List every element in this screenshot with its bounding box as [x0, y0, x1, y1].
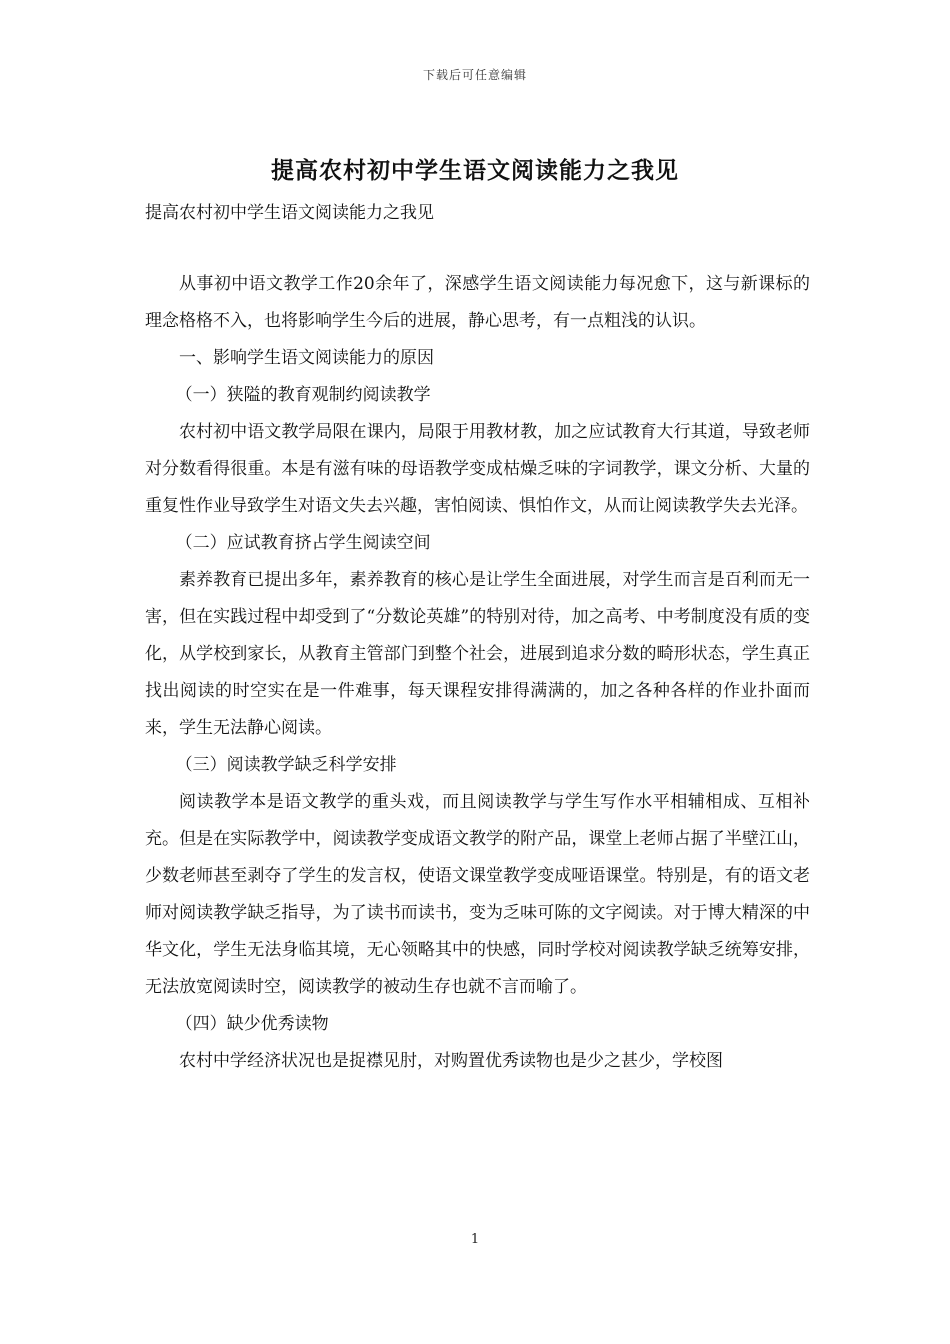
page-header-note: 下载后可任意编辑: [422, 68, 527, 82]
body-paragraph: 农村初中语文教学局限在课内，局限于用教材教，加之应试教育大行其道，导致老师对分数看得很重。本是有滋有味的母语教学变成枯燥乏味的字词教学，课文分析、大量的重复性作业导致学生对语文失去兴趣，害怕阅读、惧怕作文，从而让阅读教学失去光泽。: [145, 422, 810, 516]
document-subtitle: 提高农村初中学生语文阅读能力之我见: [145, 203, 434, 223]
page-number: 1: [470, 1232, 480, 1247]
document-body: [145, 266, 810, 1080]
body-paragraph: 阅读教学本是语文教学的重头戏，而且阅读教学与学生写作水平相辅相成、互相补充。但是在实际教学中，阅读教学变成语文教学的附产品，课堂上老师占据了半壁江山，少数老师甚至剥夺了学生的发言权，使语文课堂教学变成哑语课堂。特别是，有的语文老师对阅读教学缺乏指导，为了读书而读书，变为乏味可陈的文字阅读。对于博大精深的中华文化，学生无法身临其境，无心领略其中的快感，同时学校对阅读教学缺乏统筹安排，无法放宽阅读时空，阅读教学的被动生存也就不言而喻了。: [145, 792, 810, 997]
subsection-heading: （二）应试教育挤占学生阅读空间: [175, 533, 431, 553]
section-heading: 一、影响学生语文阅读能力的原因: [179, 348, 434, 368]
body-paragraph: 农村中学经济状况也是捉襟见肘，对购置优秀读物也是少之甚少，学校图: [179, 1051, 723, 1071]
body-paragraph: 素养教育已提出多年，素养教育的核心是让学生全面进展，对学生而言是百利而无一害，但在实践过程中却受到了“分数论英雄”的特别对待，加之高考、中考制度没有质的变化，从学校到家长，从教育主管部门到整个社会，进展到追求分数的畸形状态，学生真正找出阅读的时空实在是一件难事，每天课程安排得满满的，加之各种各样的作业扑面而来，学生无法静心阅读。: [145, 570, 810, 738]
subsection-heading: （三）阅读教学缺乏科学安排: [175, 755, 397, 775]
intro-paragraph: 从事初中语文教学工作20余年了，深感学生语文阅读能力每况愈下，这与新课标的理念格格不入，也将影响学生今后的进展，静心思考，有一点粗浅的认识。: [145, 274, 810, 331]
subsection-heading: （四）缺少优秀读物: [175, 1014, 329, 1034]
subsection-heading: （一）狭隘的教育观制约阅读教学: [175, 385, 431, 405]
document-title: 提高农村初中学生语文阅读能力之我见: [271, 157, 679, 184]
